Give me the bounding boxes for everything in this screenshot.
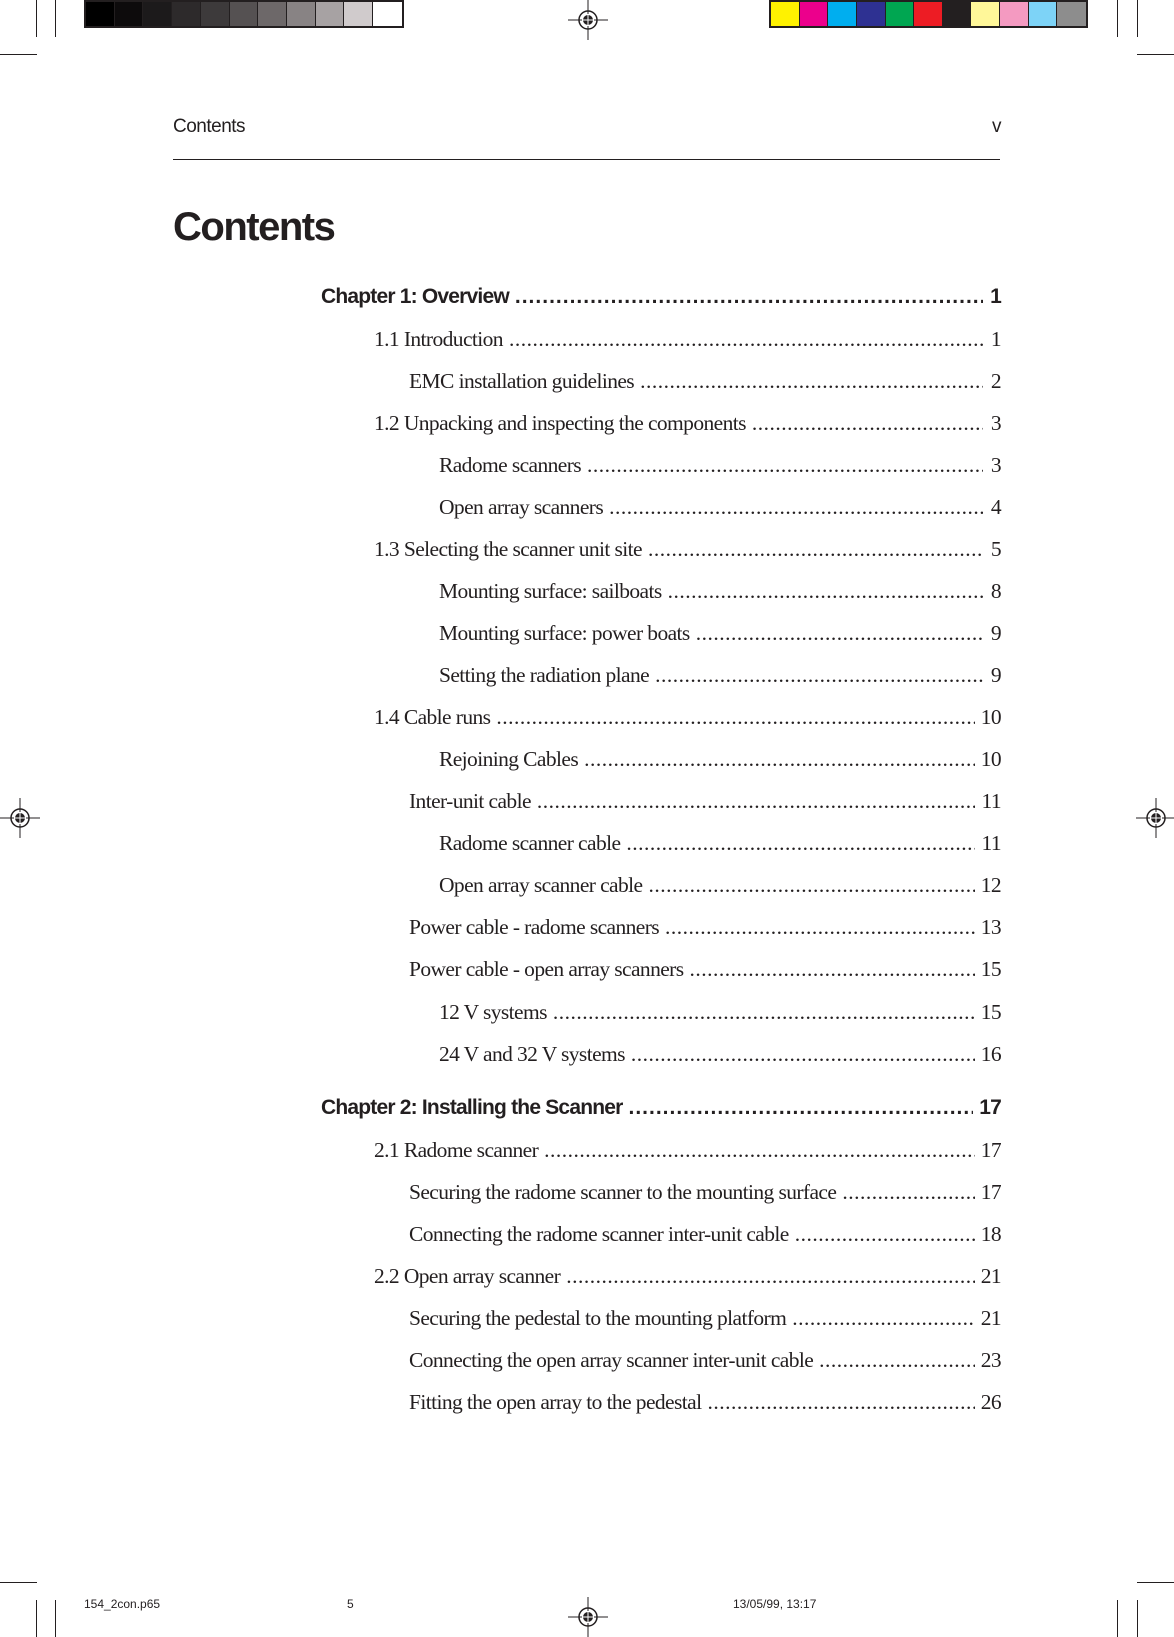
toc-entry-title: 1.3 Selecting the scanner unit site xyxy=(374,537,642,561)
toc-entry[interactable] xyxy=(439,747,1001,772)
dot-leader xyxy=(665,915,975,940)
toc-entry[interactable] xyxy=(409,1390,1001,1415)
color-swatch xyxy=(800,2,829,26)
color-swatch xyxy=(771,2,800,26)
color-swatch xyxy=(943,2,972,26)
toc-chapter-entry[interactable] xyxy=(321,1096,1001,1120)
toc-entry[interactable] xyxy=(439,1000,1001,1025)
toc-entry[interactable] xyxy=(374,1264,1001,1289)
toc-entry-title: Securing the pedestal to the mounting platform xyxy=(409,1306,787,1330)
toc-entry-page: 4 xyxy=(990,495,1001,519)
dot-leader xyxy=(509,327,983,352)
color-swatch xyxy=(172,2,201,26)
dot-leader xyxy=(795,1222,975,1247)
toc-entry-page: 2 xyxy=(990,369,1001,393)
color-swatch xyxy=(828,2,857,26)
toc-entry-page: 18 xyxy=(980,1222,1001,1246)
dot-leader xyxy=(496,705,974,730)
dot-leader xyxy=(842,1180,974,1205)
dot-leader xyxy=(553,1000,975,1025)
crosshair-circle-icon xyxy=(0,798,40,838)
toc-entry-title: 1.4 Cable runs xyxy=(374,705,491,729)
toc-entry-page: 17 xyxy=(979,1096,1001,1119)
color-swatch xyxy=(886,2,915,26)
crop-mark xyxy=(1137,54,1174,55)
toc-entry-page: 8 xyxy=(990,579,1001,603)
toc-entry-page: 10 xyxy=(980,705,1001,729)
toc-entry-title: 1.1 Introduction xyxy=(374,327,503,351)
toc-entry[interactable] xyxy=(409,1222,1001,1247)
toc-entry-page: 13 xyxy=(980,915,1001,939)
toc-entry[interactable] xyxy=(439,1042,1001,1067)
color-swatch xyxy=(1029,2,1058,26)
toc-entry[interactable] xyxy=(374,327,1001,352)
dot-leader xyxy=(537,789,976,814)
color-swatch xyxy=(316,2,345,26)
toc-entry[interactable] xyxy=(374,537,1001,562)
crop-mark xyxy=(1117,1600,1118,1637)
toc-entry-page: 9 xyxy=(990,663,1001,687)
toc-entry-page: 12 xyxy=(980,873,1001,897)
color-swatch xyxy=(115,2,144,26)
dot-leader xyxy=(515,285,983,309)
dot-leader xyxy=(640,369,983,394)
toc-entry[interactable] xyxy=(439,873,1001,898)
color-swatch xyxy=(914,2,943,26)
toc-entry[interactable] xyxy=(439,831,1001,856)
toc-entry-page: 5 xyxy=(990,537,1001,561)
page-number: v xyxy=(992,116,1001,137)
toc-entry[interactable] xyxy=(409,1306,1001,1331)
toc-entry-title: Chapter 2: Installing the Scanner xyxy=(321,1096,623,1119)
color-swatch xyxy=(230,2,259,26)
crop-mark xyxy=(1137,1600,1138,1637)
toc-entry-title: Mounting surface: sailboats xyxy=(439,579,662,603)
toc-entry-page: 3 xyxy=(990,411,1001,435)
crop-mark xyxy=(36,0,37,37)
toc-entry-page: 1 xyxy=(990,285,1001,308)
crop-mark xyxy=(1137,0,1138,37)
toc-entry-page: 17 xyxy=(980,1180,1001,1204)
toc-entry[interactable] xyxy=(374,1138,1001,1163)
crop-mark xyxy=(1117,0,1118,37)
toc-entry-page: 1 xyxy=(990,327,1001,351)
color-swatch xyxy=(201,2,230,26)
dot-leader xyxy=(696,621,983,646)
toc-entry[interactable] xyxy=(409,957,1001,982)
slug-datetime: 13/05/99, 13:17 xyxy=(733,1597,817,1611)
color-swatch xyxy=(344,2,373,26)
grayscale-bar xyxy=(84,0,404,28)
toc-entry[interactable] xyxy=(409,369,1001,394)
color-swatch xyxy=(373,2,402,26)
header-rule xyxy=(173,159,1000,160)
toc-entry-page: 17 xyxy=(980,1138,1001,1162)
color-swatch xyxy=(86,2,115,26)
toc-entry[interactable] xyxy=(409,789,1001,814)
toc-entry-page: 9 xyxy=(990,621,1001,645)
toc-entry-title: Open array scanner cable xyxy=(439,873,643,897)
crop-mark xyxy=(0,1582,37,1583)
dot-leader xyxy=(629,1096,974,1120)
toc-entry-title: 2.1 Radome scanner xyxy=(374,1138,539,1162)
toc-entry-page: 21 xyxy=(980,1264,1001,1288)
toc-entry-page: 16 xyxy=(980,1042,1001,1066)
toc-entry[interactable] xyxy=(409,1348,1001,1373)
slug-filename: 154_2con.p65 xyxy=(84,1597,161,1611)
dot-leader xyxy=(690,957,975,982)
toc-entry-title: Radome scanner cable xyxy=(439,831,621,855)
toc-entry-title: EMC installation guidelines xyxy=(409,369,635,393)
toc-entry-title: Inter-unit cable xyxy=(409,789,531,813)
toc-entry-title: Power cable - radome scanners xyxy=(409,915,660,939)
color-bar xyxy=(769,0,1088,28)
dot-leader xyxy=(566,1264,975,1289)
toc-entry-title: Rejoining Cables xyxy=(439,747,579,771)
dot-leader xyxy=(648,537,983,562)
dot-leader xyxy=(752,411,983,436)
toc-entry-title: 1.2 Unpacking and inspecting the components xyxy=(374,411,746,435)
toc-entry-title: Mounting surface: power boats xyxy=(439,621,690,645)
toc-entry-page: 15 xyxy=(980,957,1001,981)
toc-entry-title: 2.2 Open array scanner xyxy=(374,1264,561,1288)
crop-mark xyxy=(1137,1582,1174,1583)
color-swatch xyxy=(287,2,316,26)
toc-entry[interactable] xyxy=(439,621,1001,646)
toc-entry-page: 11 xyxy=(981,831,1001,855)
toc-entry[interactable] xyxy=(439,663,1001,688)
dot-leader xyxy=(631,1042,975,1067)
dot-leader xyxy=(648,873,974,898)
crosshair-circle-icon xyxy=(1136,798,1174,838)
toc-entry-page: 3 xyxy=(990,453,1001,477)
color-swatch xyxy=(1057,2,1086,26)
toc-entry-title: Connecting the open array scanner inter-unit cable xyxy=(409,1348,814,1372)
slug-sheet: 5 xyxy=(347,1597,354,1611)
dot-leader xyxy=(792,1306,974,1331)
toc-entry-title: Securing the radome scanner to the mounting surface xyxy=(409,1180,837,1204)
toc-entry-page: 26 xyxy=(980,1390,1001,1414)
color-swatch xyxy=(1000,2,1029,26)
toc-entry-page: 21 xyxy=(980,1306,1001,1330)
color-swatch xyxy=(857,2,886,26)
toc-entry-page: 23 xyxy=(980,1348,1001,1372)
toc-chapter-entry[interactable] xyxy=(321,285,1001,309)
dot-leader xyxy=(655,663,983,688)
toc-entry-page: 10 xyxy=(980,747,1001,771)
color-swatch xyxy=(258,2,287,26)
dot-leader xyxy=(668,579,983,604)
toc-entry[interactable] xyxy=(439,453,1001,478)
toc-entry[interactable] xyxy=(409,1180,1001,1205)
dot-leader xyxy=(819,1348,975,1373)
color-swatch xyxy=(971,2,1000,26)
toc-entry-title: 12 V systems xyxy=(439,1000,547,1024)
toc-entry[interactable] xyxy=(409,915,1001,940)
dot-leader xyxy=(626,831,975,856)
toc-entry-title: Connecting the radome scanner inter-unit cable xyxy=(409,1222,789,1246)
toc-entry-title: Power cable - open array scanners xyxy=(409,957,684,981)
dot-leader xyxy=(544,1138,975,1163)
dot-leader xyxy=(584,747,975,772)
toc-entry[interactable] xyxy=(374,705,1001,730)
running-title: Contents xyxy=(173,116,246,137)
toc-entry-title: 24 V and 32 V systems xyxy=(439,1042,625,1066)
crop-mark xyxy=(36,1600,37,1637)
toc-entry-page: 15 xyxy=(980,1000,1001,1024)
toc-entry-page: 11 xyxy=(981,789,1001,813)
color-swatch xyxy=(143,2,172,26)
dot-leader xyxy=(609,495,983,520)
crop-mark xyxy=(0,54,37,55)
dot-leader xyxy=(707,1390,974,1415)
crosshair-circle-icon xyxy=(568,1597,608,1637)
toc-entry[interactable] xyxy=(374,411,1001,436)
toc-entry-title: Setting the radiation plane xyxy=(439,663,650,687)
crop-mark xyxy=(55,1600,56,1637)
toc-entry-title: Radome scanners xyxy=(439,453,582,477)
page-title: Contents xyxy=(173,205,335,249)
crop-mark xyxy=(55,0,56,37)
toc-entry-title: Chapter 1: Overview xyxy=(321,285,509,308)
toc-entry-title: Open array scanners xyxy=(439,495,604,519)
crosshair-circle-icon xyxy=(568,0,608,40)
toc-entry[interactable] xyxy=(439,495,1001,520)
toc-entry[interactable] xyxy=(439,579,1001,604)
dot-leader xyxy=(587,453,983,478)
toc-entry-title: Fitting the open array to the pedestal xyxy=(409,1390,702,1414)
